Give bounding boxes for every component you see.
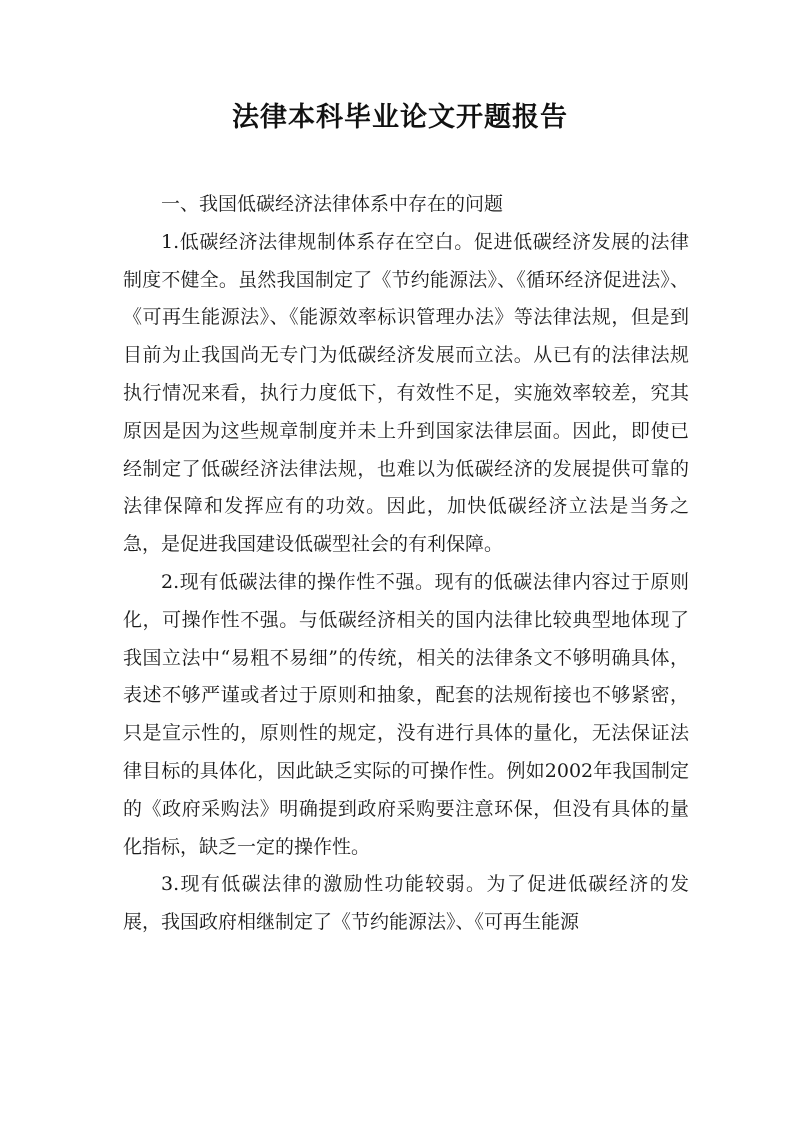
paragraph-1: 1.低碳经济法律规制体系存在空白。促进低碳经济发展的法律制度不健全。虽然我国制定了《节约能源法》、《循环经济促进法》、《可再生能源法》、《能源效率标识管理办法》等法律法规，但是到目前为止我国尚无专门为低碳经济发展而立法。从已有的法律法规执行情况来看，执行力度低下，有效性不足，实施效率较差，究其原因是因为这些规章制度并未上升到国家法律层面。因此，即使已经制定了低碳经济法律法规，也难以为低碳经济的发展提供可靠的法律保障和发挥应有的功效。因此，加快低碳经济立法是当务之急，是促进我国建设低碳型社会的有利保障。 — [123, 230, 689, 556]
paragraph-2: 2.现有低碳法律的操作性不强。现有的低碳法律内容过于原则化，可操作性不强。与低碳经济相关的国内法律比较典型地体现了我国立法中“易粗不易细”的传统，相关的法律条文不够明确具体，表述不够严谨或者过于原则和抽象，配套的法规衔接也不够紧密，只是宣示性的，原则性的规定，没有进行具体的量化，无法保证法律目标的具体化，因此缺乏实际的可操作性。例如2002年我国制定的《政府采购法》明确提到政府采购要注意环保，但没有具体的量化指标，缺乏一定的操作性。 — [123, 570, 689, 858]
section-heading: 一、我国低碳经济法律体系中存在的问题 — [161, 193, 504, 215]
document-title: 法律本科毕业论文开题报告 — [232, 102, 568, 133]
paragraph-3: 3.现有低碳法律的激励性功能较弱。为了促进低碳经济的发展，我国政府相继制定了《节约能源法》、《可再生能源 — [123, 873, 689, 934]
document-body — [123, 186, 689, 942]
